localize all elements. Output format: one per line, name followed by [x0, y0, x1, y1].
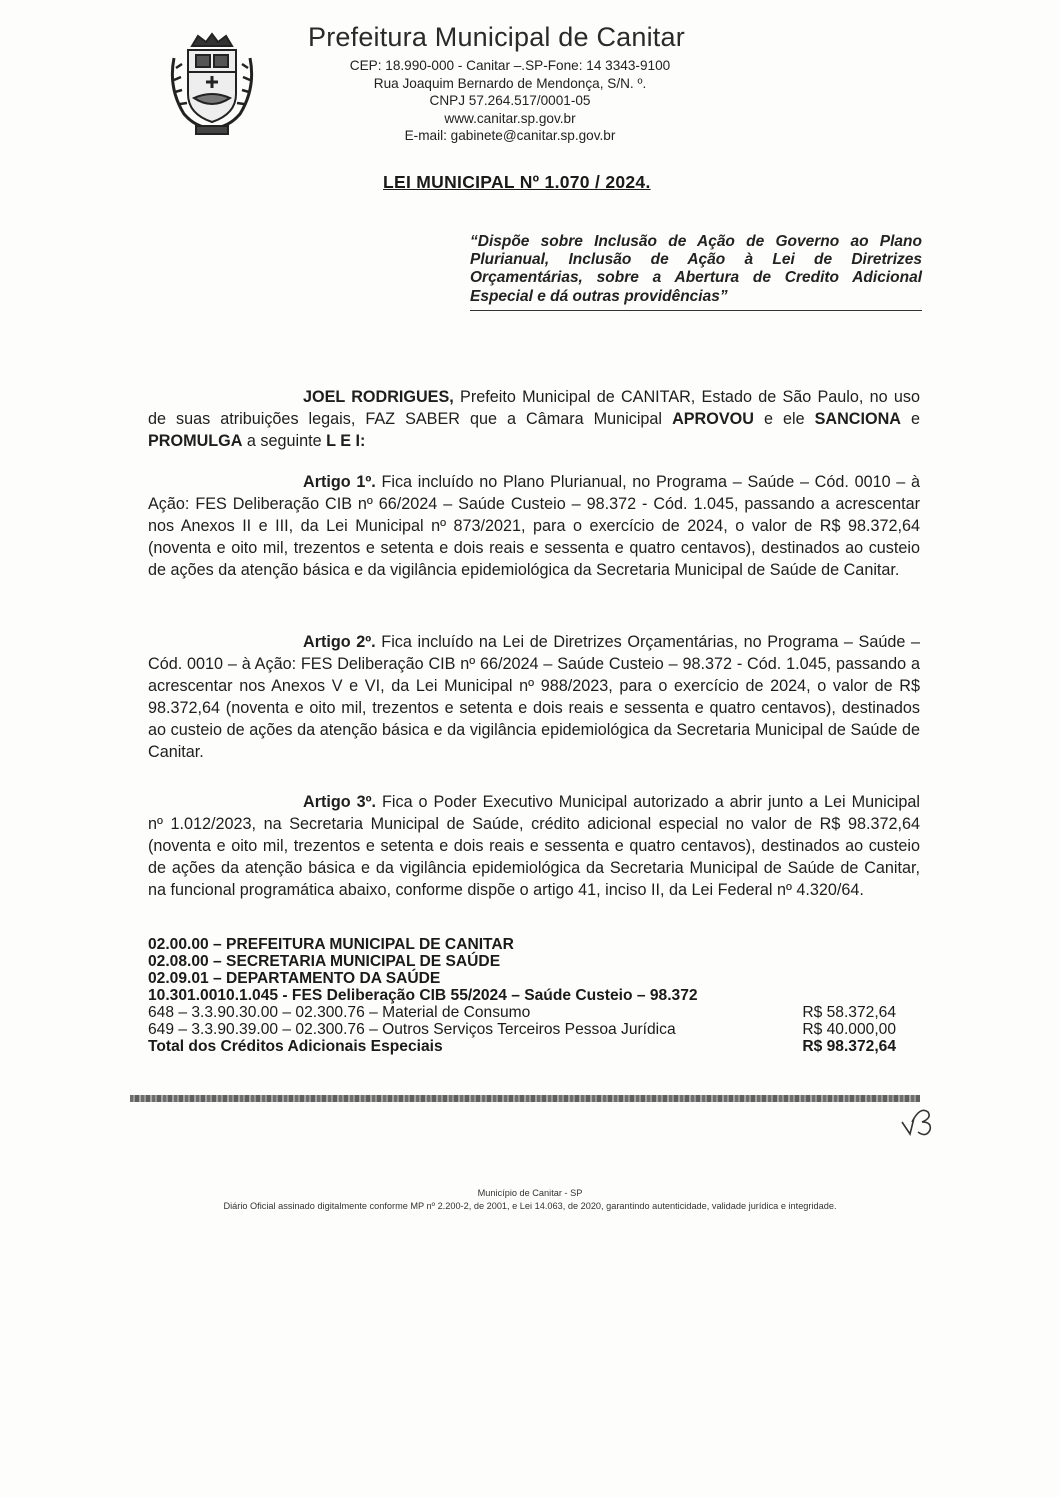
divider — [130, 1095, 920, 1102]
intro-text: e ele — [753, 410, 815, 428]
budget-allocation — [148, 936, 896, 1055]
letterhead-website: www.canitar.sp.gov.br — [444, 110, 576, 126]
intro-text: Prefeito Municipal de CANITAR, Estado de São Paulo, no uso de suas atribuições legais, FAZ SABER que a Câmara Municipal — [148, 388, 921, 428]
budget-row-value: R$ 40.000,00 — [802, 1021, 896, 1038]
article-text: Fica incluído no Plano Plurianual, no Programa – Saúde – Cód. 0010 – à Ação: FES Deliberação CIB nº 66/2024 – Saúde Custeio – 98.372 - Cód. 1.045, passando a acrescentar nos Anexos II e III, da Lei Municipal nº 873/2021, para o exercício de 2024, o valor de R$ 98.372,64 (noventa e oito mil, trezentos e setenta e dois reais e sessenta e quatro centavos), destinados ao custeio de ações da atenção básica e da vigilância epidemiológica da Secretaria Municipal de Saúde de Canitar. — [148, 473, 920, 579]
budget-row-desc: 648 – 3.3.90.30.00 – 02.300.76 – Material de Consumo — [148, 1004, 531, 1021]
letterhead-email: E-mail: gabinete@canitar.sp.gov.br — [404, 128, 616, 144]
article-label: Artigo 3º. — [303, 793, 377, 811]
budget-row-value: R$ 58.372,64 — [802, 1004, 896, 1021]
intro-promulga: PROMULGA — [148, 432, 243, 450]
org-title: Prefeitura Municipal de Canitar — [308, 22, 685, 52]
article-text: Fica o Poder Executivo Municipal autorizado a abrir junto a Lei Municipal nº 1.012/2023, na Secretaria Municipal de Saúde, crédito adicional especial no valor de R$ 98.372,64 (noventa e oito mil, trezentos e setenta e dois reais e sessenta e quatro centavos), destinados ao custeio de ações da atenção básica e da vigilância epidemiológica da Secretaria Municipal de Saúde de Canitar, na funcional programática abaixo, conforme dispõe o artigo 41, inciso II, da Lei Federal nº 4.320/64. — [148, 793, 920, 899]
coat-of-arms-icon — [166, 28, 258, 136]
letterhead-address: Rua Joaquim Bernardo de Mendonça, S/N. º. — [373, 75, 647, 91]
intro-lei: L E I: — [326, 432, 366, 450]
budget-total-value: R$ 98.372,64 — [802, 1038, 896, 1055]
footer-legal-notice: Diário Oficial assinado digitalmente conforme MP nº 2.200-2, de 2001, e Lei 14.063, de 2020, garantindo autenticidade, validade jurídica e integridade. — [223, 1201, 837, 1211]
article-label: Artigo 1º. — [303, 473, 376, 491]
footer-municipality: Município de Canitar - SP — [477, 1188, 583, 1198]
letterhead — [300, 22, 720, 145]
budget-row-desc: 649 – 3.3.90.39.00 – 02.300.76 – Outros Serviços Terceiros Pessoa Jurídica — [148, 1021, 676, 1038]
intro-aprovou: APROVOU — [672, 410, 754, 428]
article-3 — [148, 791, 920, 901]
law-title: LEI MUNICIPAL Nº 1.070 / 2024. — [383, 172, 651, 192]
law-summary: “Dispõe sobre Inclusão de Ação de Governo ao Plano Plurianual, Inclusão de Ação à Lei de Diretrizes Orçamentárias, sobre a Abertura de Credito Adicional Especial e dá outras providências” — [470, 233, 922, 311]
initials-signature-icon — [898, 1100, 940, 1142]
letterhead-cnpj: CNPJ 57.264.517/0001-05 — [429, 93, 591, 109]
letterhead-cep: CEP: 18.990-000 - Canitar –.SP-Fone: 14 3343-9100 — [349, 58, 671, 73]
article-1 — [148, 471, 920, 581]
budget-heading: 10.301.0010.1.045 - FES Deliberação CIB 55/2024 – Saúde Custeio – 98.372 — [148, 987, 698, 1004]
budget-heading: 02.00.00 – PREFEITURA MUNICIPAL DE CANITAR — [148, 936, 514, 953]
letterhead-contacts — [300, 57, 720, 145]
budget-row — [148, 1021, 896, 1038]
budget-heading: 02.09.01 – DEPARTAMENTO DA SAÚDE — [148, 970, 441, 987]
intro-text: e — [900, 410, 920, 428]
article-label: Artigo 2º. — [303, 633, 376, 651]
footer — [0, 1187, 1060, 1213]
budget-heading: 02.08.00 – SECRETARIA MUNICIPAL DE SAÚDE — [148, 953, 501, 970]
article-2 — [148, 631, 920, 763]
budget-row — [148, 1004, 896, 1021]
intro-paragraph — [148, 386, 920, 452]
budget-total-row — [148, 1038, 896, 1055]
mayor-name: JOEL RODRIGUES, — [303, 388, 454, 406]
article-text: Fica incluído na Lei de Diretrizes Orçamentárias, no Programa – Saúde – Cód. 0010 – à Ação: FES Deliberação CIB nº 66/2024 – Saúde Custeio – 98.372 - Cód. 1.045, passando a acrescentar nos Anexos V e VI, da Lei Municipal nº 988/2023, para o exercício de 2024, o valor de R$ 98.372,64 (noventa e oito mil, trezentos e setenta e dois reais e sessenta e quatro centavos), destinados ao custeio de ações da atenção básica e da vigilância epidemiológica da Secretaria Municipal de Saúde de Canitar. — [148, 633, 920, 761]
intro-sanciona: SANCIONA — [814, 410, 901, 428]
budget-total-label: Total dos Créditos Adicionais Especiais — [148, 1038, 443, 1055]
intro-text: a seguinte — [242, 432, 327, 450]
